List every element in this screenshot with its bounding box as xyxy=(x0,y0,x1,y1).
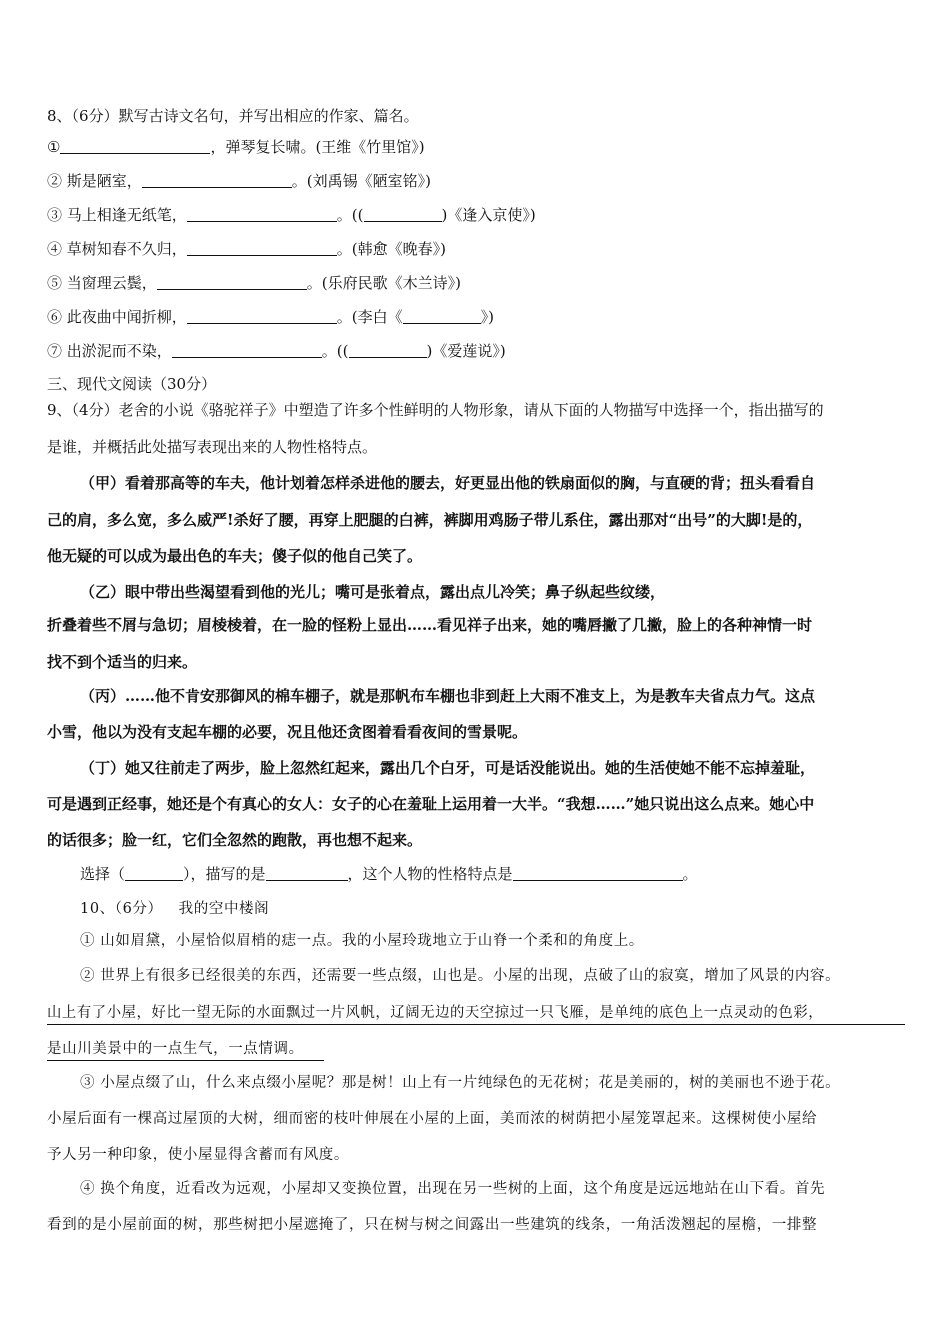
passage-yi-line: 找不到个适当的归来。 xyxy=(47,653,198,671)
passage-jia-line: 他无疑的可以成为最出色的车夫；傻子似的他自己笑了。 xyxy=(47,547,423,565)
underlined-sentence: 山上有了小屋，好比一望无际的水面飘过一片风帆，辽阔无边的天空掠过一只飞雁，是单纯的底色上一点灵动的色彩， xyxy=(47,1003,905,1025)
passage-yi-line: 折叠着些不屑与急切；眉棱棱着，在一脸的怪粉上显出……看见祥子出来，她的嘴唇撇了几撇，脸上的各种神情一时 xyxy=(47,616,813,634)
trait-blank[interactable] xyxy=(513,866,683,881)
q8-item-5: ⑤ 当窗理云鬓， 。(乐府民歌《木兰诗》) xyxy=(47,274,461,292)
select-blank[interactable] xyxy=(125,866,183,881)
q9-prompt-line-1: 9、（4分）老舍的小说《骆驼祥子》中塑造了许多个性鲜明的人物形象，请从下面的人物描写中选择一个，指出描写的 xyxy=(47,401,824,419)
title-blank[interactable] xyxy=(403,309,481,324)
passage-paragraph-4: ④ 换个角度，近看改为远观，小屋却又变换位置，出现在另一些树的上面，这个角度是远远地站在山下看。首先 xyxy=(80,1181,826,1197)
passage-ding-line: （丁）她又往前走了两步，脸上忽然红起来，露出几个白牙，可是话没能说出。她的生活使她不能不忘掉羞耻， xyxy=(80,759,816,777)
passage-paragraph-1: ① 山如眉黛，小屋恰似眉梢的痣一点。我的小屋玲珑地立于山脊一个柔和的角度上。 xyxy=(80,933,644,949)
answer-blank[interactable] xyxy=(157,275,307,290)
answer-blank[interactable] xyxy=(172,343,322,358)
passage-jia-line: 己的肩，多么宽，多么威严!杀好了腰，再穿上肥腿的白裤，裤脚用鸡肠子带儿系住，露出那对“出号”的大脚!是的， xyxy=(47,511,813,529)
passage-title: 我的空中楼阁 xyxy=(178,901,270,917)
passage-yi-line: （乙）眼中带出些渴望看到他的光儿；嘴可是张着点，露出点儿冷笑；鼻子纵起些纹缕， xyxy=(80,583,666,601)
passage-bing-line: 小雪，他以为没有支起车棚的必要，况且他还贪图着看看夜间的雪景呢。 xyxy=(47,723,528,741)
passage-paragraph-3: 小屋后面有一棵高过屋顶的大树，细而密的枝叶伸展在小屋的上面，美而浓的树荫把小屋笼罩起来。这棵树使小屋给 xyxy=(47,1111,818,1127)
author-blank[interactable] xyxy=(349,343,427,358)
answer-blank[interactable] xyxy=(187,309,337,324)
answer-blank[interactable] xyxy=(187,241,337,256)
q9-answer-line: 选择（ ），描写的是 ，这个人物的性格特点是 。 xyxy=(80,865,698,883)
q8-item-7: ⑦ 出淤泥而不染， 。(( )《爱莲说》) xyxy=(47,342,506,360)
q8-item-4: ④ 草树知春不久归， 。(韩愈《晚春》) xyxy=(47,240,446,258)
passage-paragraph-3: ③ 小屋点缀了山，什么来点缀小屋呢？那是树！山上有一片纯绿色的无花树；花是美丽的，树的美丽也不逊于花。 xyxy=(80,1075,841,1091)
q8-item-2: ② 斯是陋室， 。(刘禹锡《陋室铭》) xyxy=(47,172,431,190)
character-blank[interactable] xyxy=(266,866,348,881)
q8-item-1: ① ，弹琴复长啸。(王维《竹里馆》) xyxy=(47,138,425,156)
passage-paragraph-3: 予人另一种印象，使小屋显得含蓄而有风度。 xyxy=(47,1147,349,1163)
answer-blank[interactable] xyxy=(60,139,210,154)
section-header: 三、现代文阅读（30分） xyxy=(47,375,217,393)
passage-ding-line: 的话很多；脸一红，它们全忽然的跑散，再也想不起来。 xyxy=(47,831,423,849)
passage-paragraph-4: 看到的是小屋前面的树，那些树把小屋遮掩了，只在树与树之间露出一些建筑的线条，一角活泼翘起的屋檐，一排整 xyxy=(47,1217,818,1233)
passage-bing-line: （丙）……他不肯安那御风的棉车棚子，就是那帆布车棚也非到赶上大雨不准支上，为是教车夫省点力气。这点 xyxy=(80,687,816,705)
answer-blank[interactable] xyxy=(142,173,292,188)
passage-ding-line: 可是遇到正经事，她还是个有真心的女人：女子的心在羞耻上运用着一大半。“我想……”她只说出这么点来。她心中 xyxy=(47,795,815,813)
q9-prompt-line-2: 是谁，并概括此处描写表现出来的人物性格特点。 xyxy=(47,438,378,456)
q8-item-3: ③ 马上相逢无纸笔， 。(( )《逢入京使》) xyxy=(47,206,536,224)
passage-paragraph-2: ② 世界上有很多已经很美的东西，还需要一些点缀，山也是。小屋的出现，点破了山的寂寞，增加了风景的内容。 xyxy=(80,968,841,984)
passage-jia-line: （甲）看着那高等的车夫，他计划着怎样杀进他的腰去，好更显出他的铁扇面似的胸，与直硬的背；扭头看看自 xyxy=(80,474,816,492)
underlined-sentence: 是山川美景中的一点生气，一点情调。 xyxy=(47,1039,324,1061)
author-blank[interactable] xyxy=(364,207,442,222)
q8-item-6: ⑥ 此夜曲中闻折柳， 。(李白《 》) xyxy=(47,308,494,326)
q10-header: 10、（6分） 我的空中楼阁 xyxy=(80,901,270,917)
answer-blank[interactable] xyxy=(187,207,337,222)
q8-header: 8、（6分）默写古诗文名句，并写出相应的作家、篇名。 xyxy=(47,107,419,125)
